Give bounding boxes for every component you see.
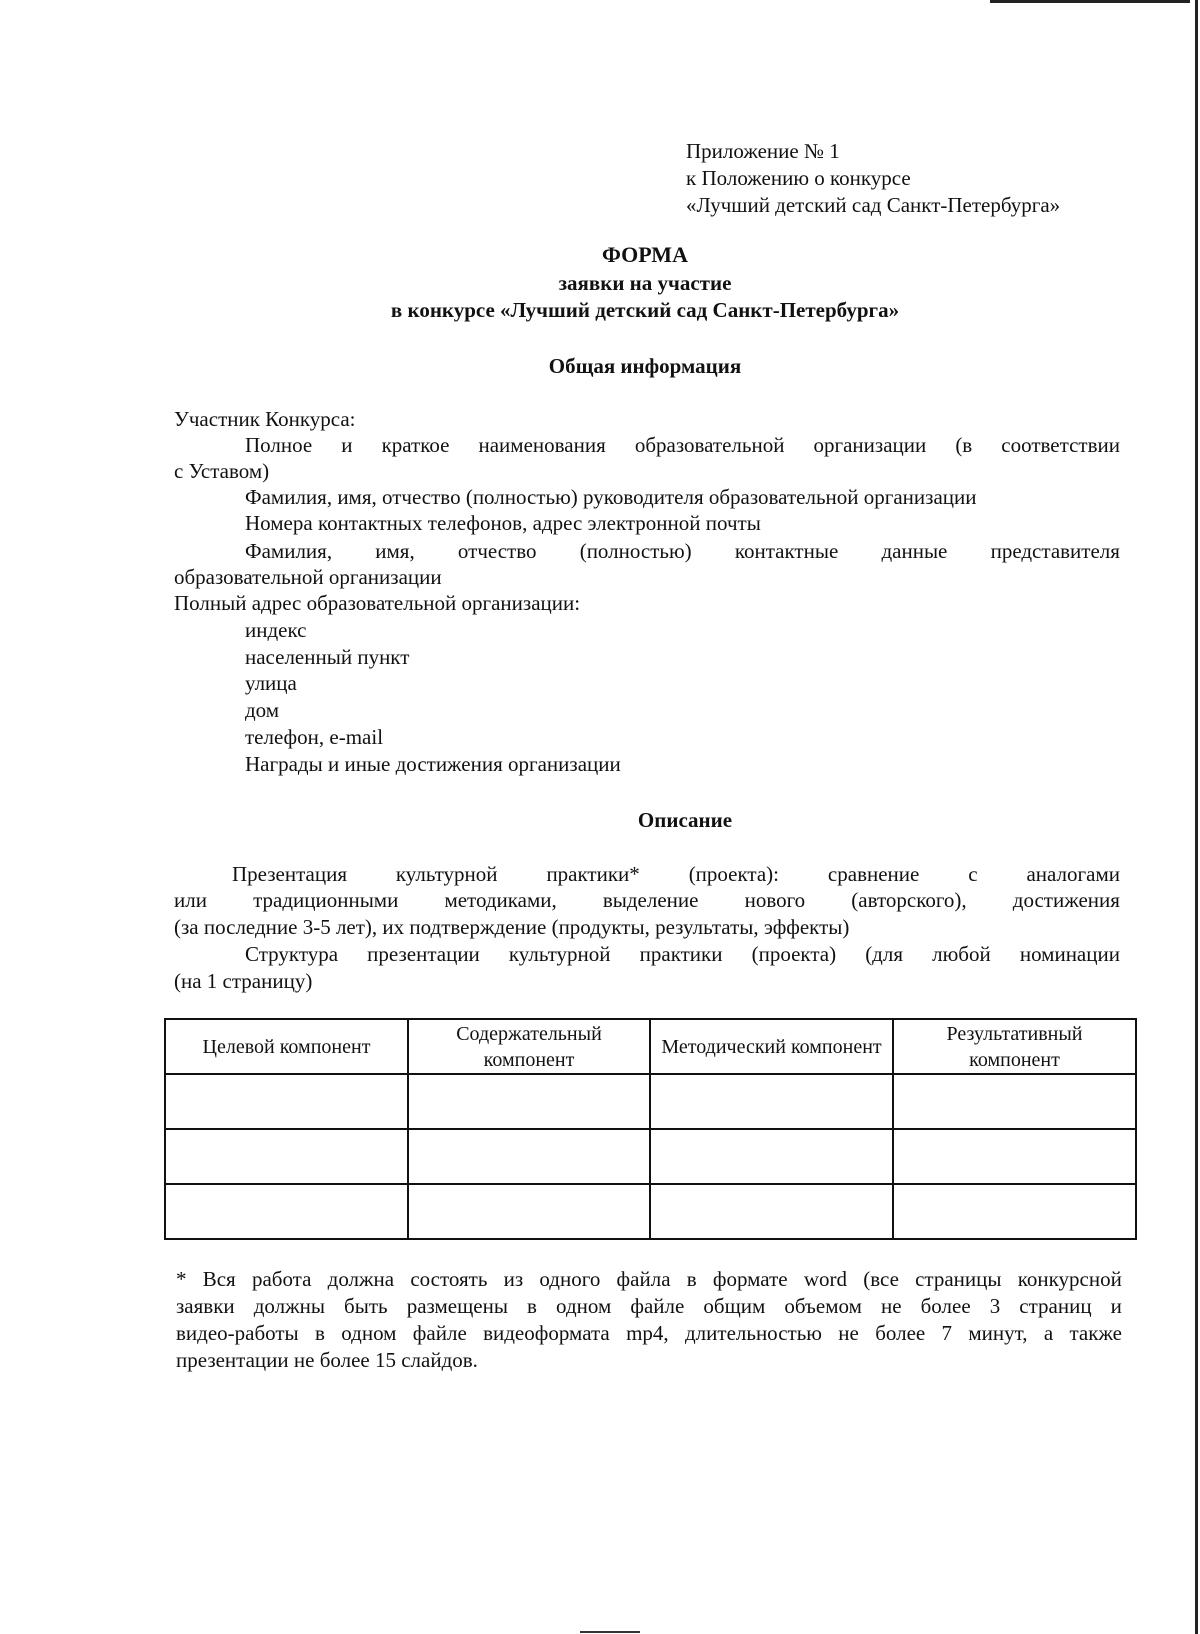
table-cell <box>650 1129 893 1184</box>
table-cell <box>165 1074 408 1129</box>
appendix-regulation: к Положению о конкурсе <box>686 166 911 190</box>
table-header-target: Целевой компонент <box>165 1019 408 1074</box>
description-heading: Описание <box>637 808 733 832</box>
table-cell <box>650 1184 893 1239</box>
full-name-line: Полное и краткое наименования образовательной организации (в соответствии <box>245 433 1120 457</box>
table-header-method: Методический компонент <box>650 1019 893 1074</box>
form-title: ФОРМА <box>602 242 688 267</box>
address-index: индекс <box>245 618 307 642</box>
table-row <box>165 1129 1136 1184</box>
table-cell <box>893 1129 1136 1184</box>
footnote-line-3: видео-работы в одном файле видеоформата mp4, длительностью не более 7 минут, а также <box>176 1321 1122 1345</box>
table-cell <box>893 1074 1136 1129</box>
appendix-contest-name: «Лучший детский сад Санкт-Петербурга» <box>686 193 1061 217</box>
table-cell <box>408 1074 650 1129</box>
description-p1-line3: (за последние 3-5 лет), их подтверждение (продукты, результаты, эффекты) <box>174 915 850 939</box>
footnote-line-4: презентации не более 15 слайдов. <box>176 1348 478 1372</box>
table-cell <box>408 1184 650 1239</box>
table-cell <box>165 1184 408 1239</box>
form-subtitle-2: в конкурсе «Лучший детский сад Санкт-Петербурга» <box>390 298 900 322</box>
structure-table <box>164 1018 1137 1240</box>
table-header-content: Содержательный компонент <box>408 1019 650 1074</box>
representative-cont: образовательной организации <box>174 565 442 589</box>
participant-label: Участник Конкурса: <box>174 407 356 431</box>
address-street: улица <box>245 671 297 695</box>
description-p2-line2: (на 1 страницу) <box>174 969 313 993</box>
description-p1-line1: Презентация культурной практики* (проекта): сравнение с аналогами <box>232 862 1120 886</box>
table-header-result: Результативный компонент <box>893 1019 1136 1074</box>
appendix-reference <box>686 138 1060 219</box>
address-house: дом <box>245 698 280 722</box>
description-p1-line2: или традиционными методиками, выделение нового (авторского), достижения <box>174 888 1120 912</box>
address-label: Полный адрес образовательной организации: <box>174 591 581 615</box>
appendix-number: Приложение № 1 <box>686 139 840 163</box>
table-cell <box>165 1129 408 1184</box>
phones-line: Номера контактных телефонов, адрес электронной почты <box>245 511 761 535</box>
table-header-row <box>165 1019 1136 1074</box>
scan-edge-top <box>990 0 1190 3</box>
table-row <box>165 1074 1136 1129</box>
scan-edge-bottom <box>580 1631 640 1633</box>
head-fio-line: Фамилия, имя, отчество (полностью) руководителя образовательной организации <box>245 485 977 509</box>
representative-line: Фамилия, имя, отчество (полностью) контактные данные представителя <box>245 539 1120 563</box>
table-cell <box>408 1129 650 1184</box>
general-info-heading: Общая информация <box>548 354 742 378</box>
form-subtitle-1: заявки на участие <box>558 271 732 295</box>
footnote <box>176 1266 1122 1374</box>
table-cell <box>893 1184 1136 1239</box>
full-name-cont: с Уставом) <box>174 459 270 483</box>
footnote-line-2: заявки должны быть размещены в одном файле общим объемом не более 3 страниц и <box>176 1294 1122 1318</box>
table-row <box>165 1184 1136 1239</box>
address-locality: населенный пункт <box>245 645 410 669</box>
awards-line: Награды и иные достижения организации <box>245 752 621 776</box>
description-p2-line1: Структура презентации культурной практики (проекта) (для любой номинации <box>245 942 1120 966</box>
footnote-line-1: * Вся работа должна состоять из одного файла в формате word (все страницы конкурсной <box>176 1267 1122 1291</box>
address-phone-email: телефон, e-mail <box>245 725 384 749</box>
table-cell <box>650 1074 893 1129</box>
